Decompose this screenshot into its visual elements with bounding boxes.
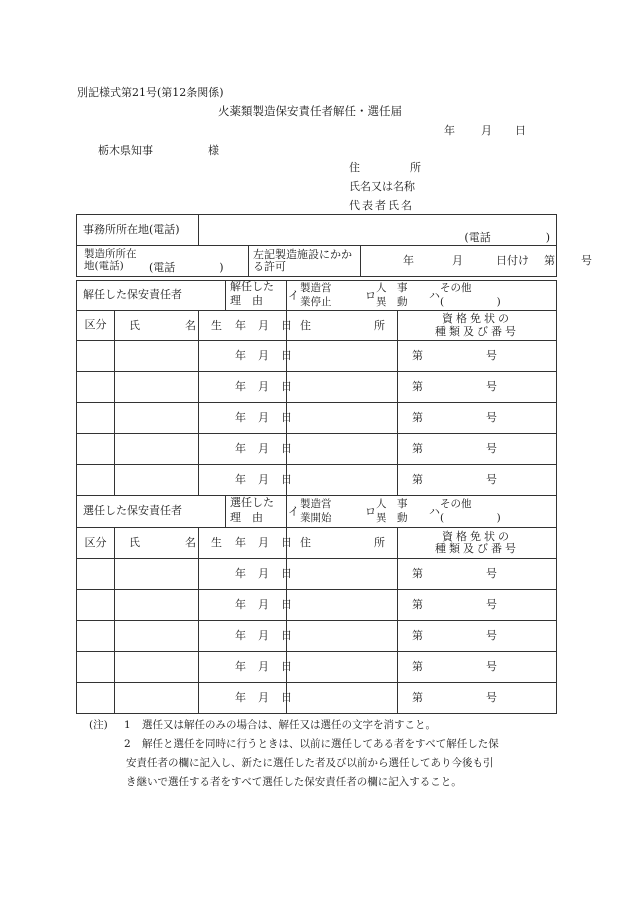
office-phone-label: (電話 ) [464,230,551,244]
birth-date-field[interactable] [199,403,292,434]
note-2-line-1: 解任と選任を同時に行うときは、以前に選任してある者をすべて解任した保 [142,738,499,750]
name-field[interactable] [115,465,199,496]
office-location-field[interactable] [199,215,557,246]
birth-day: 日 [281,690,292,704]
name-field[interactable] [115,590,199,621]
option-i-line1: 製造営 [300,282,332,294]
address-field[interactable] [287,652,398,683]
table-row [77,403,557,434]
table-row [77,559,557,590]
license-field[interactable] [398,434,557,465]
appointed-reason-label-2: 理 由 [230,511,264,524]
option-ro-kana: ロ [365,289,377,302]
birth-month: 月 [258,410,269,424]
license-go: 号 [486,348,498,362]
factory-location-label: 製造所所在地(電話) [84,248,137,273]
license-no: 第 [412,472,424,486]
col-name [115,528,199,559]
birth-year: 年 [235,628,246,642]
birth-day: 日 [281,566,292,580]
category-field[interactable] [77,341,115,372]
name-field[interactable] [115,652,199,683]
birth-day: 日 [281,628,292,642]
name-field[interactable] [115,341,199,372]
col-category: 区分 [77,528,115,559]
option-ro-line2: 異 動 [376,512,408,524]
table-row [77,621,557,652]
name-field[interactable] [115,559,199,590]
applicant-address-label-2: 所 [410,161,421,174]
factory-permit-label: 左記製造施設にかかる許可 [249,246,361,277]
license-no: 第 [412,379,424,393]
factory-location-field[interactable] [77,246,249,277]
license-field[interactable] [398,621,557,652]
col-name-2: 名 [185,536,196,549]
birth-year: 年 [235,472,246,486]
category-field[interactable] [77,683,115,714]
col-birth-label: 生 [211,535,222,549]
birth-date-field[interactable] [199,621,292,652]
option-ha-kana: ハ [429,505,441,518]
birth-date-field[interactable] [199,341,292,372]
col-license-1: 資格免状の [442,529,513,543]
category-field[interactable] [77,372,115,403]
dismissed-column-header [77,311,557,341]
birth-month: 月 [258,472,269,486]
address-field[interactable] [287,465,398,496]
address-field[interactable] [287,434,398,465]
option-i-line2: 業停止 [300,296,332,308]
table-row [77,434,557,465]
table-row [77,683,557,714]
permit-day: 日付け [496,254,529,267]
applicant-representative-label: 代表者氏名 [349,199,414,212]
applicant-address-label: 住 [349,161,360,174]
option-ro-line2: 異 動 [376,296,408,308]
col-birth-day: 日 [281,318,292,332]
table-row [77,652,557,683]
option-ro-line1: 人 事 [376,282,408,294]
dismissed-reason-options[interactable] [287,281,557,311]
license-no: 第 [412,597,424,611]
birth-date-field[interactable] [199,652,292,683]
address-field[interactable] [287,590,398,621]
category-field[interactable] [77,403,115,434]
option-ro-line1: 人 事 [376,498,408,510]
col-address-1: 住 [300,319,312,332]
dismissed-reason-label-2: 理 由 [230,294,264,307]
table-row [77,341,557,372]
permit-year: 年 [403,254,414,267]
license-no: 第 [412,410,424,424]
permit-no: 第 [544,254,555,267]
license-field[interactable] [398,559,557,590]
name-field[interactable] [115,683,199,714]
license-field[interactable] [398,341,557,372]
note-2-line-3: き継いで選任する者をすべて選任した保安責任者の欄に記入すること。 [126,776,462,788]
applicant-name-label: 氏名又は名称 [349,180,415,193]
col-address [287,528,398,559]
address-field[interactable] [287,341,398,372]
col-name-1: 氏 [129,319,140,332]
date-year-label: 年 [444,124,455,137]
document-title: 火薬類製造保安責任者解任・選任届 [218,104,402,118]
table-row [77,590,557,621]
license-field[interactable] [398,652,557,683]
office-location-label: 事務所所在地(電話) [77,215,199,246]
birth-month: 月 [258,348,269,362]
license-field[interactable] [398,403,557,434]
birth-year: 年 [235,659,246,673]
dismissed-rows [77,341,557,496]
col-address-2: 所 [374,319,386,332]
appointed-reason-options[interactable] [287,496,557,528]
birth-month: 月 [258,441,269,455]
category-field[interactable] [77,621,115,652]
col-birth-day: 日 [281,535,292,549]
office-table [76,214,592,277]
note-1-text: 選任又は解任のみの場合は、解任又は選任の文字を消すこと。 [142,719,436,731]
birth-day: 日 [281,410,292,424]
license-go: 号 [486,628,498,642]
option-ha-line2: ( ) [440,296,501,308]
option-i-kana: イ [288,289,300,302]
col-birth-label: 生 [211,318,222,332]
dismissed-section-label: 解任した保安責任者 [77,281,226,311]
license-field[interactable] [398,683,557,714]
birth-date-field[interactable] [199,683,292,714]
birth-month: 月 [258,628,269,642]
appointed-reason-label-1: 選任した [230,496,275,509]
col-address [287,311,398,341]
category-field[interactable] [77,590,115,621]
birth-date-field[interactable] [199,372,292,403]
date-day-label: 日 [515,124,526,137]
birth-day: 日 [281,472,292,486]
license-no: 第 [412,659,424,673]
license-no: 第 [412,566,424,580]
notes-label: (注) [89,719,108,731]
col-birth [199,528,292,559]
license-go: 号 [486,379,498,393]
birth-date-field[interactable] [199,465,292,496]
option-ha-line1: その他 [440,282,472,294]
license-go: 号 [486,659,498,673]
col-birth-year: 年 [235,535,246,549]
permit-month: 月 [452,254,463,267]
category-field[interactable] [77,652,115,683]
col-address-2: 所 [374,536,386,549]
address-field[interactable] [287,683,398,714]
birth-year: 年 [235,379,246,393]
col-name-2: 名 [185,319,196,332]
col-license-2: 種類及び番号 [435,324,520,338]
birth-year: 年 [235,348,246,362]
category-field[interactable] [77,465,115,496]
license-go: 号 [486,410,498,424]
birth-month: 月 [258,690,269,704]
birth-date-field[interactable] [199,434,292,465]
col-birth-month: 月 [258,535,269,549]
birth-day: 日 [281,441,292,455]
note-1-number: 1 [124,719,131,731]
option-i-kana: イ [288,505,300,518]
address-field[interactable] [287,621,398,652]
col-name-1: 氏 [129,536,140,549]
option-ha-line1: その他 [440,498,472,510]
name-field[interactable] [115,434,199,465]
birth-year: 年 [235,566,246,580]
license-no: 第 [412,690,424,704]
option-i-line1: 製造営 [300,498,332,510]
birth-month: 月 [258,659,269,673]
col-birth [199,311,292,341]
note-2-line-2: 安責任者の欄に記入し、新たに選任した者及び以前から選任してあり今後も引 [126,757,494,769]
form-number: 別記様式第21号(第12条関係) [77,86,224,99]
license-go: 号 [486,472,498,486]
license-no: 第 [412,628,424,642]
col-address-1: 住 [300,536,312,549]
category-field[interactable] [77,559,115,590]
col-license [398,528,557,559]
name-field[interactable] [115,372,199,403]
address-field[interactable] [287,372,398,403]
table-row [77,372,557,403]
note-2-number: 2 [124,738,131,750]
col-license-1: 資格免状の [442,312,513,326]
col-birth-year: 年 [235,318,246,332]
option-ha-kana: ハ [429,289,441,302]
birth-year: 年 [235,410,246,424]
factory-phone-label: (電話 ) [149,260,224,274]
license-field[interactable] [398,465,557,496]
birth-day: 日 [281,659,292,673]
factory-permit-field[interactable] [361,246,592,277]
option-ha-line2: ( ) [440,512,501,524]
date-month-label: 月 [481,124,492,137]
name-field[interactable] [115,621,199,652]
col-license [398,311,557,341]
birth-day: 日 [281,379,292,393]
address-field[interactable] [287,403,398,434]
birth-year: 年 [235,441,246,455]
license-go: 号 [486,441,498,455]
birth-day: 日 [281,597,292,611]
license-field[interactable] [398,372,557,403]
birth-date-field[interactable] [199,559,292,590]
permit-go: 号 [581,254,592,267]
birth-year: 年 [235,597,246,611]
birth-month: 月 [258,379,269,393]
birth-date-field[interactable] [199,590,292,621]
birth-month: 月 [258,597,269,611]
license-go: 号 [486,566,498,580]
address-field[interactable] [287,559,398,590]
birth-day: 日 [281,348,292,362]
dismissed-reason-label-1: 解任した [230,280,275,293]
appointed-rows [77,559,557,714]
license-no: 第 [412,348,424,362]
birth-year: 年 [235,690,246,704]
license-field[interactable] [398,590,557,621]
dismissed-table [76,280,557,496]
col-birth-month: 月 [258,318,269,332]
table-row [77,465,557,496]
option-i-line2: 業開始 [300,512,332,524]
honorific: 様 [208,144,219,157]
license-no: 第 [412,441,424,455]
option-ro-kana: ロ [365,505,377,518]
addressee: 栃木県知事 [98,144,153,157]
birth-month: 月 [258,566,269,580]
col-name [115,311,199,341]
appointed-section-label: 選任した保安責任者 [77,496,226,528]
appointed-column-header [77,528,557,559]
category-field[interactable] [77,434,115,465]
license-go: 号 [486,597,498,611]
col-license-2: 種類及び番号 [435,542,520,555]
appointed-reason-label [226,496,287,528]
name-field[interactable] [115,403,199,434]
license-go: 号 [486,690,498,704]
dismissed-reason-label [226,281,287,311]
appointed-table [76,495,557,714]
col-category: 区分 [77,311,115,341]
